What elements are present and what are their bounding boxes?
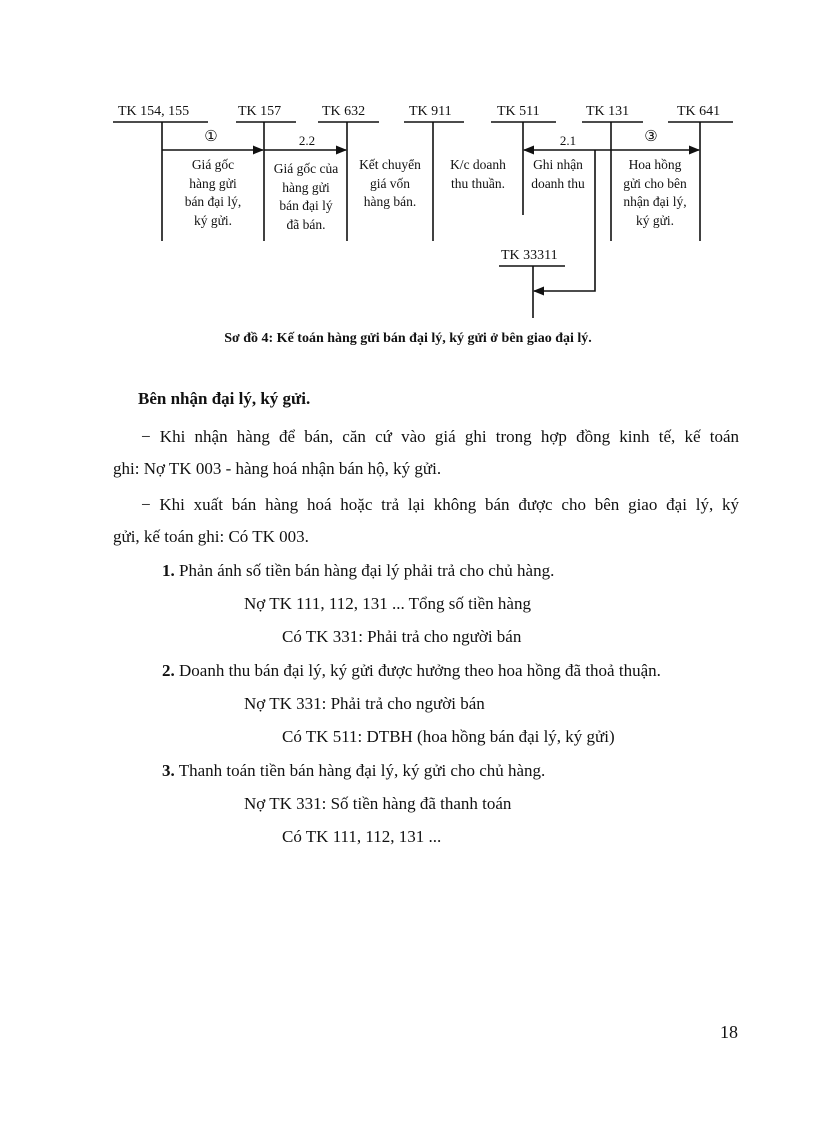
section-heading: Bên nhận đại lý, ký gửi.	[138, 389, 311, 408]
entry-title: 3. Thanh toán tiền bán hàng đại lý, ký gửi cho chủ hàng.	[162, 761, 546, 780]
entry-debit: Nợ TK 111, 112, 131 ... Tổng số tiền hàng	[244, 594, 531, 613]
account-label: TK 33311	[501, 248, 558, 263]
paragraph	[113, 489, 739, 553]
diagram-description: Hoa hồng gửi cho bên nhận đại lý, ký gửi.	[623, 157, 687, 228]
entry-number: 2.	[162, 661, 175, 680]
page-number: 18	[720, 1022, 738, 1042]
entry-title: 1. Phản ánh số tiền bán hàng đại lý phải trả cho chủ hàng.	[162, 561, 555, 580]
entry-number: 1.	[162, 561, 175, 580]
account-label: TK 911	[409, 104, 452, 119]
diagram-description: K/c doanh thu thuần.	[450, 157, 506, 191]
step-label: ③	[644, 129, 658, 145]
paragraph-line: gửi, kế toán ghi: Có TK 003.	[113, 527, 309, 546]
diagram-caption: Sơ đồ 4: Kế toán hàng gửi bán đại lý, ký gửi ở bên giao đại lý.	[224, 331, 592, 346]
accounting-diagram	[0, 0, 816, 340]
diagram-description: Giá gốc hàng gửi bán đại lý, ký gửi.	[184, 157, 242, 228]
paragraph-line: − Khi nhận hàng để bán, căn cứ vào giá ghi trong hợp đồng kinh tế, kế toán	[141, 427, 739, 446]
account-label: TK 641	[677, 104, 721, 119]
paragraph-line: − Khi xuất bán hàng hoá hoặc trả lại không bán được cho bên giao đại lý, ký	[141, 495, 739, 514]
entry-debit: Nợ TK 331: Số tiền hàng đã thanh toán	[244, 794, 512, 813]
account-label: TK 131	[586, 104, 630, 119]
diagram-description: Giá gốc của hàng gửi bán đại lý đã bán.	[273, 161, 339, 232]
entry-credit: Có TK 111, 112, 131 ...	[282, 827, 442, 846]
paragraph	[113, 421, 739, 485]
account-label: TK 154, 155	[118, 104, 190, 119]
account-label: TK 157	[238, 104, 282, 119]
entry-credit: Có TK 511: DTBH (hoa hồng bán đại lý, ký gửi)	[282, 727, 615, 746]
step-label: 2.2	[298, 133, 316, 148]
diagram-description: Kết chuyển giá vốn hàng bán.	[359, 157, 421, 209]
step-label: ①	[204, 129, 218, 145]
account-label: TK 511	[497, 104, 540, 119]
account-label: TK 632	[322, 104, 366, 119]
entry-title: 2. Doanh thu bán đại lý, ký gửi được hưởng theo hoa hồng đã thoả thuận.	[162, 661, 661, 680]
entry-credit: Có TK 331: Phải trả cho người bán	[282, 627, 522, 646]
entry-number: 3.	[162, 761, 175, 780]
step-label: 2.1	[559, 133, 577, 148]
paragraph-line: ghi: Nợ TK 003 - hàng hoá nhận bán hộ, ký gửi.	[113, 459, 442, 478]
entry-debit: Nợ TK 331: Phải trả cho người bán	[244, 694, 485, 713]
diagram-description: Ghi nhận doanh thu	[531, 157, 585, 191]
